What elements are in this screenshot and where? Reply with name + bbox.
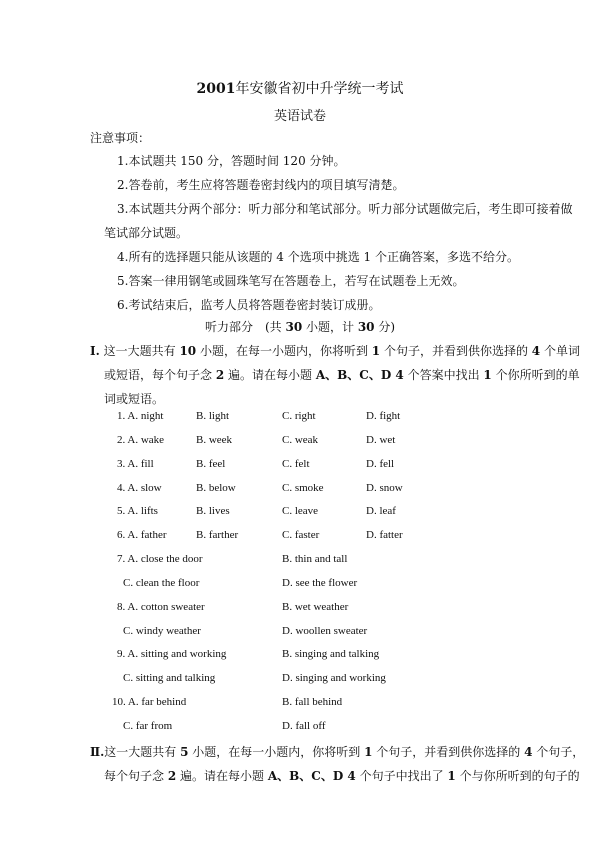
question-option: D. leaf [366,505,396,517]
question-option: B. feel [196,458,226,470]
question-option: C. faster [282,529,320,541]
question-option: D. singing and working [282,672,386,684]
question-option: 10. A. far behind [112,696,187,708]
exam-title [0,78,600,98]
question-option: D. wet [366,434,396,446]
notice-item: 4.所有的选择题只能从该题的 4 个选项中挑选 1 个正确答案，多选不给分。 [117,250,519,264]
question-option: B. below [196,482,236,494]
exam-year: 2001 [196,81,236,97]
question-option: C. sitting and talking [123,672,216,684]
question-option: B. light [196,410,230,422]
part2-instructions-line1: Ⅱ.这一大题共有 5 小题，在每一小题内，你将听到 1 个句子，并看到供你选择的 4 个句子， [90,745,585,759]
question-option: D. fall off [282,720,326,732]
question-option: D. snow [366,482,403,494]
notice-header: 注意事项： [90,131,151,145]
question-option: D. fatter [366,529,403,541]
question-option: 7. A. close the door [117,553,203,565]
question-option: 8. A. cotton sweater [117,601,205,613]
question-option: D. fell [366,458,395,470]
part1-roman: I. [90,344,100,358]
question-option: C. leave [282,505,319,517]
question-option: 4. A. slow [117,482,162,494]
part1-instructions-line1: I. 这一大题共有 10 小题，在每一小题内，你将听到 1 个句子，并看到供你选择的 4 个单词 [90,344,580,358]
question-option: B. farther [196,529,239,541]
question-option: C. right [282,410,316,422]
notice-item-continued: 笔试部分试题。 [104,226,189,240]
section-heading: 听力部分 (共 30 小题，计 30 分) [204,320,396,334]
exam-subtitle: 英语试卷 [273,109,326,124]
question-option: 9. A. sitting and working [117,648,227,660]
question-option: B. lives [196,505,230,517]
part1-instructions-line3: 词或短语。 [104,392,165,406]
question-option: D. woollen sweater [282,625,368,637]
question-option: 6. A. father [117,529,167,541]
question-option: 2. A. wake [117,434,165,446]
notice-item: 5.答案一律用钢笔或圆珠笔写在答题卷上，若写在试题卷上无效。 [117,274,465,288]
question-option: C. weak [282,434,319,446]
question-option: 3. A. fill [117,458,154,470]
question-option: 1. A. night [117,410,164,422]
question-option: D. fight [366,410,401,422]
question-option: C. far from [123,720,173,732]
question-option: B. thin and tall [282,553,348,565]
question-option: C. smoke [282,482,324,494]
notice-item: 6.考试结束后，监考人员将答题卷密封装订成册。 [117,298,381,312]
question-option: B. singing and talking [282,648,380,660]
question-option: B. week [196,434,233,446]
question-option: B. fall behind [282,696,343,708]
notice-item: 3.本试题共分两个部分：听力部分和笔试部分。听力部分试题做完后，考生即可接着做 [117,202,573,216]
question-option: 5. A. lifts [117,505,158,517]
part1-instructions-line2: 或短语，每个句子念 2 遍。请在每小题 A、B、C、D 4 个答案中找出 1 个你所听到的单 [104,368,580,382]
question-option: C. felt [282,458,310,470]
question-option: D. see the flower [282,577,358,589]
part2-instructions-line2: 每个句子念 2 遍。请在每小题 A、B、C、D 4 个句子中找出了 1 个与你所听到的句子的 [104,769,580,783]
part2-roman: Ⅱ. [90,745,105,759]
exam-title-rest: 年安徽省初中升学统一考试 [235,81,404,97]
notice-item: 1.本试题共 150 分，答题时间 120 分钟。 [117,154,346,168]
notice-item: 2.答卷前，考生应将答题卷密封线内的项目填写清楚。 [117,178,405,192]
question-option: C. clean the floor [123,577,200,589]
question-option: C. windy weather [123,625,201,637]
question-option: B. wet weather [282,601,349,613]
